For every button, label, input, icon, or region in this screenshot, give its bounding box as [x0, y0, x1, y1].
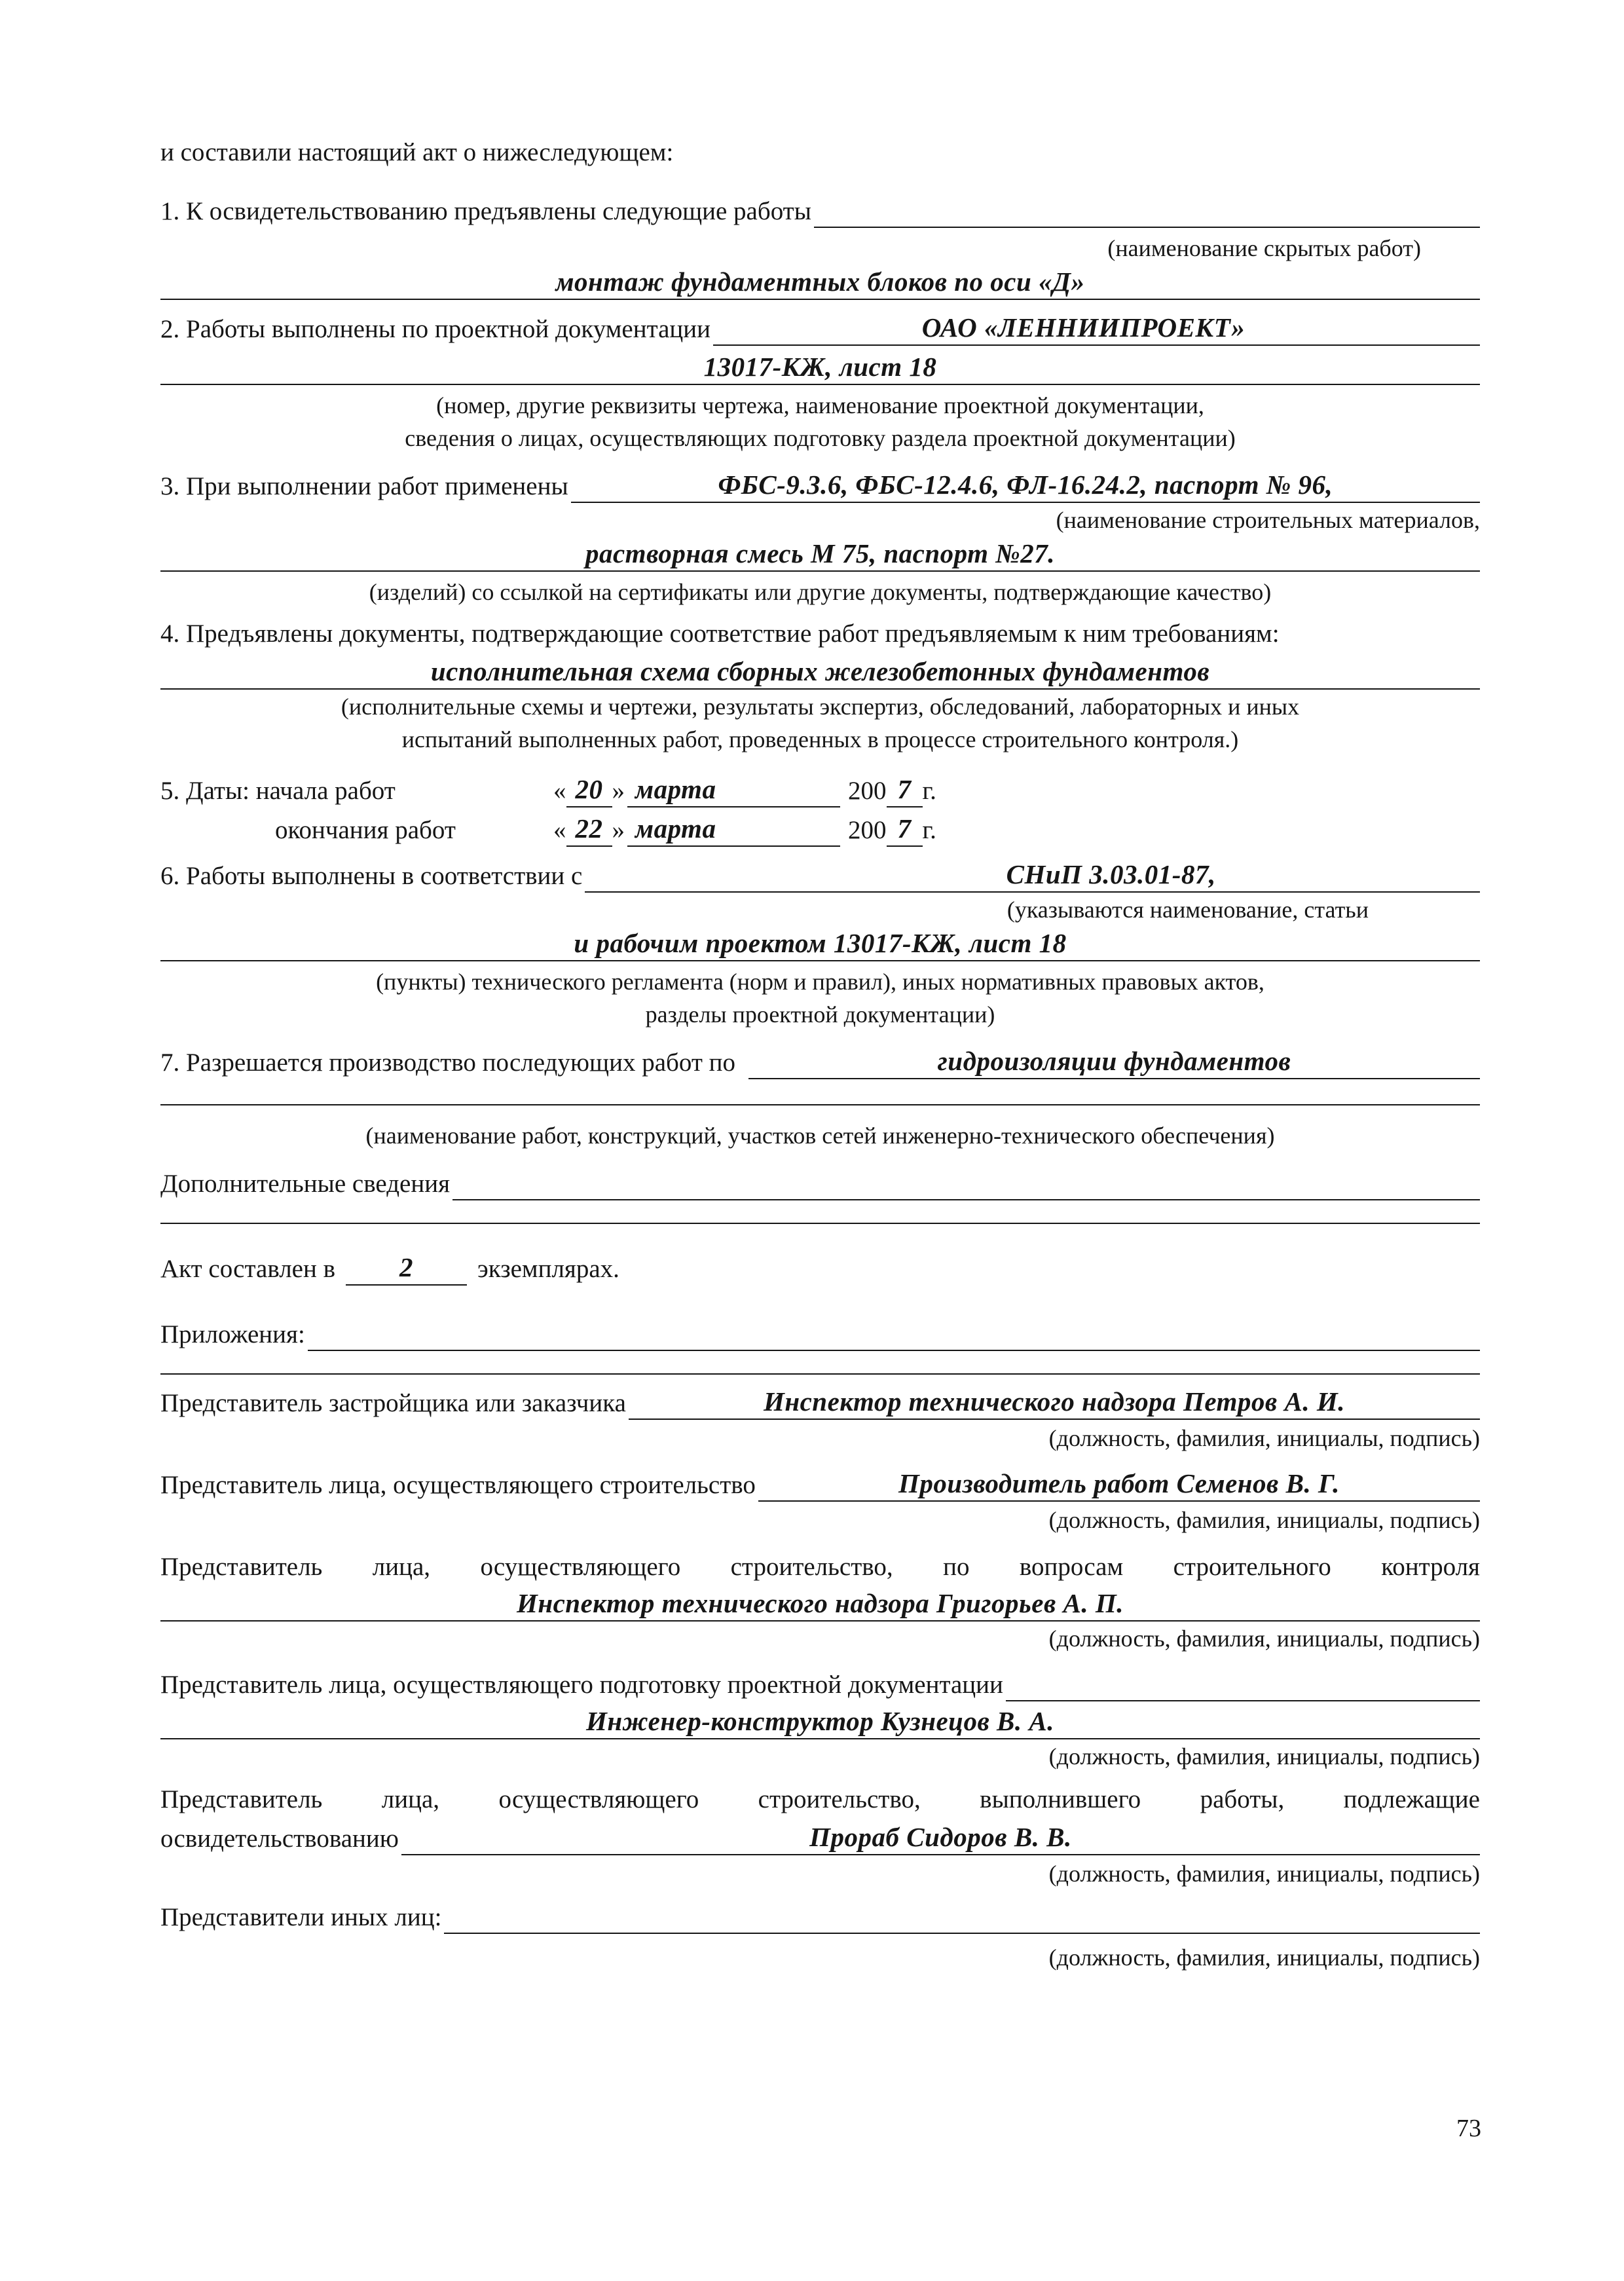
section-4-hint-1: (исполнительные схемы и чертежи, результаты экспертиз, обследований, лабораторных и иных [341, 694, 1300, 720]
end-year-prefix: 200 [848, 816, 887, 844]
end-year-value: 7 [897, 813, 912, 844]
section-1-hint: (наименование скрытых работ) [1107, 235, 1421, 261]
design-rep-value: Инженер-конструктор Кузнецов В. А. [585, 1706, 1054, 1736]
section-7-label: 7. Разрешается производство последующих работ по [160, 1048, 735, 1077]
builder-rep-hint-line [160, 1498, 1480, 1536]
performer-rep-word: строительство, [758, 1785, 921, 1813]
extra-label: Дополнительные сведения [160, 1170, 451, 1198]
performer-rep-line [160, 1778, 1480, 1816]
end-year-field [887, 809, 923, 847]
section-1-line [160, 190, 1480, 228]
section-2-field-2 [160, 347, 1480, 385]
section-1-value: монтаж фундаментных блоков по оси «Д» [555, 267, 1085, 297]
control-rep-word: осуществляющего [480, 1553, 681, 1581]
start-year-field [887, 770, 923, 807]
copies-label: Акт составлен в [160, 1255, 336, 1283]
others-rep-line [160, 1896, 1480, 1934]
section-6-value-1: СНиП 3.03.01-87, [1006, 859, 1216, 889]
copies-field [346, 1248, 467, 1286]
section-2-value-line [160, 347, 1480, 385]
intro-line [160, 131, 1480, 169]
performer-rep-value-line [160, 1817, 1480, 1855]
section-3-value-1: ФБС-9.3.6, ФБС-12.4.6, ФЛ-16.24.2, паспорт № 96, [718, 470, 1333, 500]
section-2-value-2: 13017-КЖ, лист 18 [703, 352, 937, 382]
section-4-value: исполнительная схема сборных железобетонных фундаментов [430, 656, 1210, 686]
section-2-field-1 [713, 308, 1480, 346]
section-1-label: 1. К освидетельствованию предъявлены следующие работы [160, 197, 811, 225]
section-3-label: 3. При выполнении работ применены [160, 472, 568, 500]
appendix-blank-line-2 [160, 1373, 1480, 1375]
section-7-blank-line [160, 1104, 1480, 1105]
copies-line [160, 1248, 1480, 1286]
section-2-hint-line-2 [160, 416, 1480, 454]
start-month-value: марта [635, 774, 716, 804]
others-rep-hint: (должность, фамилия, инициалы, подпись) [1048, 1944, 1480, 1971]
section-4-label: 4. Предъявлены документы, подтверждающие соответствие работ предъявляемым к ним требованиям: [160, 620, 1280, 648]
others-rep-hint-line [160, 1935, 1480, 1973]
control-rep-word: строительного [1173, 1553, 1331, 1581]
customer-rep-value: Инспектор технического надзора Петров А. И. [763, 1386, 1345, 1417]
section-6-field-2 [160, 923, 1480, 961]
customer-rep-hint: (должность, фамилия, инициалы, подпись) [1048, 1425, 1480, 1451]
section-2-value-1: ОАО «ЛЕННИИПРОЕКТ» [921, 312, 1246, 343]
control-rep-word: Представитель [160, 1553, 323, 1581]
start-day-value: 20 [575, 774, 603, 804]
performer-rep-word: осуществляющего [498, 1785, 699, 1813]
builder-rep-hint: (должность, фамилия, инициалы, подпись) [1048, 1507, 1480, 1533]
control-rep-hint: (должность, фамилия, инициалы, подпись) [1048, 1625, 1480, 1652]
section-2-line [160, 308, 1480, 346]
end-day-field [566, 809, 612, 847]
section-3-field-2 [160, 534, 1480, 572]
end-day-value: 22 [575, 813, 603, 844]
customer-rep-field [629, 1382, 1480, 1420]
start-year-value: 7 [897, 774, 912, 804]
performer-rep-word: Представитель [160, 1785, 323, 1813]
section-6-hint-line-3 [160, 992, 1480, 1030]
builder-rep-field [758, 1464, 1480, 1502]
end-month-field [627, 809, 840, 847]
appendix-label: Приложения: [160, 1320, 305, 1348]
copies-value: 2 [399, 1252, 414, 1282]
section-5-start-line [160, 770, 1480, 807]
control-rep-hint-line [160, 1616, 1480, 1654]
start-quote-open: « [553, 777, 566, 805]
extra-line [160, 1162, 1480, 1200]
section-3-hint-2: (изделий) со ссылкой на сертификаты или другие документы, подтверждающие качество) [369, 579, 1272, 605]
control-rep-word: вопросам [1019, 1553, 1124, 1581]
section-6-value-2: и рабочим проектом 13017-КЖ, лист 18 [574, 928, 1067, 958]
performer-rep-value: Прораб Сидоров В. В. [809, 1822, 1072, 1852]
section-6-hint-1: (указываются наименование, статьи [1006, 897, 1369, 923]
section-4-hint-2: испытаний выполненных работ, проведенных в процессе строительного контроля.) [401, 726, 1239, 752]
appendix-blank [308, 1313, 1480, 1351]
extra-blank [452, 1162, 1480, 1200]
section-2-hint-1: (номер, другие реквизиты чертежа, наименование проектной документации, [436, 392, 1204, 418]
page-number: 73 [1456, 2115, 1481, 2142]
section-1-field [160, 262, 1480, 300]
builder-rep-line [160, 1464, 1480, 1502]
control-rep-line [160, 1546, 1480, 1584]
section-3-value-2: растворная смесь М 75, паспорт №27. [585, 538, 1055, 568]
design-rep-blank [1006, 1663, 1480, 1701]
section-6-hint-2: (пункты) технического регламента (норм и правил), иных нормативных правовых актов, [376, 969, 1264, 995]
copies-suffix: экземплярах. [477, 1255, 619, 1283]
performer-rep-word: лица, [381, 1785, 440, 1813]
section-3-hint-line-1 [160, 498, 1480, 536]
builder-rep-value: Производитель работ Семенов В. Г. [898, 1468, 1340, 1498]
customer-rep-hint-line [160, 1416, 1480, 1454]
control-rep-word: лица, [372, 1553, 431, 1581]
builder-rep-label: Представитель лица, осуществляющего строительство [160, 1471, 756, 1499]
start-year-prefix: 200 [848, 777, 887, 805]
performer-rep-word: работы, [1200, 1785, 1285, 1813]
control-rep-word: по [943, 1553, 970, 1581]
intro-text: и составили настоящий акт о нижеследующем: [160, 138, 674, 166]
extra-blank-line-2 [160, 1223, 1480, 1224]
start-month-field [627, 770, 840, 807]
performer-rep-word: подлежащие [1343, 1785, 1480, 1813]
performer-rep-word: выполнившего [980, 1785, 1141, 1813]
section-7-value: гидроизоляции фундаментов [937, 1046, 1291, 1076]
section-1-value-line [160, 262, 1480, 300]
control-rep-value: Инспектор технического надзора Григорьев А. П. [516, 1588, 1124, 1618]
section-1-blank [814, 190, 1480, 228]
section-7-hint-line [160, 1113, 1480, 1151]
section-5-label-2: окончания работ [275, 816, 456, 844]
end-month-value: марта [635, 813, 716, 844]
section-7-line [160, 1041, 1480, 1079]
customer-rep-label: Представитель застройщика или заказчика [160, 1389, 626, 1417]
control-rep-word: контроля [1381, 1553, 1480, 1581]
section-4-line [160, 612, 1480, 650]
section-6-hint-line-1 [160, 887, 1480, 925]
performer-rep-field [401, 1817, 1480, 1855]
section-7-hint: (наименование работ, конструкций, участков сетей инженерно-технического обеспечения) [365, 1122, 1275, 1149]
others-rep-blank [444, 1896, 1480, 1934]
section-1-hint-line [160, 226, 1480, 264]
performer-rep-hint-line [160, 1851, 1480, 1889]
section-4-hint-line-2 [160, 717, 1480, 755]
section-6-label: 6. Работы выполнены в соответствии с [160, 862, 583, 890]
start-quote-close: » [612, 777, 625, 805]
design-rep-hint: (должность, фамилия, инициалы, подпись) [1048, 1743, 1480, 1770]
end-quote-close: » [612, 816, 625, 844]
start-year-suffix: г. [922, 777, 936, 805]
design-rep-label: Представитель лица, осуществляющего подготовку проектной документации [160, 1671, 1003, 1699]
performer-rep-hint: (должность, фамилия, инициалы, подпись) [1048, 1861, 1480, 1887]
section-5-label: 5. Даты: начала работ [160, 777, 396, 805]
end-year-suffix: г. [922, 816, 936, 844]
section-3-hint-1: (наименование строительных материалов, [1056, 507, 1480, 533]
section-3-hint-line-2 [160, 570, 1480, 608]
section-2-label: 2. Работы выполнены по проектной документации [160, 315, 711, 343]
section-6-hint-3: разделы проектной документации) [645, 1001, 995, 1028]
appendix-line [160, 1313, 1480, 1351]
section-5-end-line [160, 809, 1480, 847]
design-rep-hint-line [160, 1734, 1480, 1772]
section-3-value-line [160, 534, 1480, 572]
start-day-field [566, 770, 612, 807]
others-rep-label: Представители иных лиц: [160, 1903, 442, 1931]
customer-rep-line [160, 1382, 1480, 1420]
end-quote-open: « [553, 816, 566, 844]
section-2-hint-2: сведения о лицах, осуществляющих подготовку раздела проектной документации) [405, 425, 1236, 451]
control-rep-word: строительство, [730, 1553, 893, 1581]
performer-rep-label-2: освидетельствованию [160, 1825, 399, 1853]
section-7-field [748, 1041, 1480, 1079]
design-rep-line [160, 1663, 1480, 1701]
section-6-value-line [160, 923, 1480, 961]
